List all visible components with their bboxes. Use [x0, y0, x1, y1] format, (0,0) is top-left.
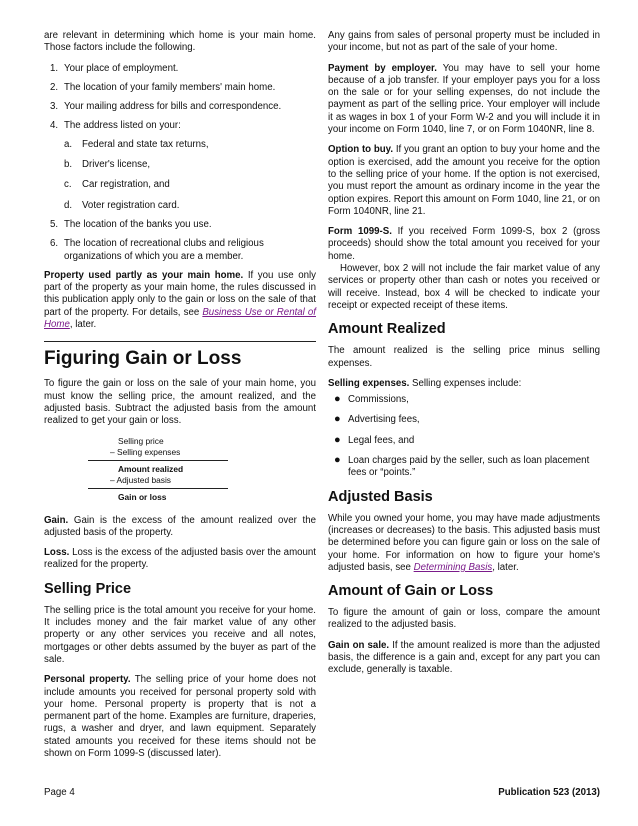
sub-list-item: b. Driver's license,: [64, 159, 151, 171]
list-item: ● Legal fees, and: [334, 433, 415, 446]
sub-list-item: c. Car registration, and: [64, 179, 170, 191]
list-item: 3. Your mailing address for bills and correspondence.: [50, 101, 282, 113]
formula-line: Selling price: [118, 435, 164, 446]
bullet-icon: ●: [334, 393, 341, 406]
left-column: [44, 30, 316, 768]
section-intro: To figure the gain or loss on the sale of your main home, you must know the selling price, the amount realized, and the adjusted basis. Subtract the adjusted basis from the amount realized to get your gain or loss.: [44, 378, 316, 427]
intro-paragraph: are relevant in determining which home is your main home. Those factors include the following.: [44, 30, 316, 54]
adjusted-basis-paragraph: While you owned your home, you may have made adjustments (increases or decreases) to the basis. This adjusted basis must be determined before you can figure gain or loss on the sale of your home. For information on how to figure your home's adjusted basis, see Determining Basis, later.: [328, 512, 600, 573]
amount-realized-title: Amount Realized: [328, 321, 446, 338]
bullet-icon: ●: [334, 454, 341, 467]
formula-divider: [88, 488, 228, 489]
personal-property-paragraph: Personal property. The selling price of your home does not include amounts you received for personal property sold with your home. Personal property is property that is not a permanent part of the home. Examples are furniture, draperies, rugs, a washer and dryer, and lawn equipment. Separately stated amounts you received for these items should not be shown on Form 1099-S (discussed later).: [44, 674, 316, 759]
expenses-list: [328, 394, 600, 479]
formula-line: Gain or loss: [118, 491, 167, 502]
formula-line: Amount realized: [118, 463, 184, 474]
gain-loss-formula: [88, 436, 228, 503]
form-1099s-paragraph: Form 1099-S. If you received Form 1099-S, box 2 (gross proceeds) should show the total amount you received for your home.: [328, 226, 600, 262]
bullet-icon: ●: [334, 413, 341, 426]
gain-paragraph: Gain. Gain is the excess of the amount realized over the adjusted basis of the property.: [44, 514, 316, 538]
formula-divider: [88, 460, 228, 461]
selling-expenses-paragraph: Selling expenses. Selling expenses include:: [328, 377, 522, 389]
page-number: Page 4: [44, 787, 75, 798]
bullet-icon: ●: [334, 433, 341, 446]
list-item: ● Commissions,: [334, 393, 409, 406]
list-item: 2. The location of your family members' main home.: [50, 81, 276, 93]
partly-heading: Property used partly as your main home.: [44, 269, 244, 281]
formula-line: – Adjusted basis: [110, 474, 171, 485]
selling-price-paragraph: The selling price is the total amount you receive for your home. It includes money and the fair market value of any other property or any other services you receive and all notes, mortgages or other debts assumed by the buyer as part of the sale.: [44, 604, 316, 665]
sub-list-item: d. Voter registration card.: [64, 199, 180, 211]
section-title: Figuring Gain or Loss: [44, 341, 316, 370]
amount-gain-loss-title: Amount of Gain or Loss: [328, 583, 494, 600]
formula-line: – Selling expenses: [110, 446, 181, 457]
partly-paragraph: Property used partly as your main home. If you use only part of the property as your main home, the rules discussed in this publication apply only to the gain or loss on the sale of that part of the property. For details, see Business Use or Rental of Home, later.: [44, 269, 316, 331]
list-item: 5. The location of the banks you use.: [50, 218, 212, 230]
sub-list: [64, 139, 316, 212]
gain-on-sale-paragraph: Gain on sale. If the amount realized is more than the adjusted basis, the difference is a gain and, except for any part you can exclude, generally is taxable.: [328, 639, 600, 676]
employer-paragraph: Payment by employer. You may have to sell your home because of a job transfer. If your employer pays you for a loss on the sale or for your selling expenses, do not include the payment as part of the selling price. Your employer will include it as wages in box 1 of your Form W-2 and you will include it in your income on Form 1040, line 7, or on Form 1040NR, line 8.: [328, 62, 600, 136]
list-item: ● Advertising fees,: [334, 413, 420, 426]
amount-gain-loss-paragraph: To figure the amount of gain or loss, compare the amount realized to the adjusted basis.: [328, 607, 600, 631]
factor-list: [44, 63, 316, 263]
form-1099s-paragraph-2: However, box 2 will not include the fair market value of any services or property other than cash or notes you received or will receive. Instead, box 4 will be checked to indicate your receipt or expected receipt of these items.: [328, 263, 600, 311]
right-column: [328, 30, 600, 685]
option-paragraph: Option to buy. If you grant an option to buy your home and the option is exercised, add the amount you receive for the option to the selling price of your home. If the option is not exercised, you must report the amount as ordinary income in the year the option expires. Report this amount on Form 1040, line 21, or on Form 1040NR, line 21.: [328, 144, 600, 217]
gains-paragraph: Any gains from sales of personal property must be included in your income, but not as part of the sale of your home.: [328, 30, 600, 54]
loss-paragraph: Loss. Loss is the excess of the adjusted basis over the amount realized for the property.: [44, 547, 316, 571]
selling-price-title: Selling Price: [44, 580, 132, 597]
list-item: 6. The location of recreational clubs and religious organizations of which you are a member.: [50, 238, 264, 262]
list-item: 4. The address listed on your: a. Federal and state tax returns, b. Driver's license, c. Car registration, and d. Voter registration card.: [44, 120, 316, 211]
amount-realized-paragraph: The amount realized is the selling price minus selling expenses.: [328, 345, 600, 369]
list-item: 1. Your place of employment.: [50, 62, 179, 74]
publication-label: Publication 523 (2013): [498, 787, 600, 798]
adjusted-basis-title: Adjusted Basis: [328, 488, 433, 505]
sub-list-item: a. Federal and state tax returns,: [64, 138, 209, 150]
list-item: ● Loan charges paid by the seller, such as loan placement fees or “points.”: [334, 454, 590, 479]
business-use-link[interactable]: Business Use or Rental of Home: [44, 306, 316, 331]
determining-basis-link[interactable]: Determining Basis: [413, 561, 493, 573]
